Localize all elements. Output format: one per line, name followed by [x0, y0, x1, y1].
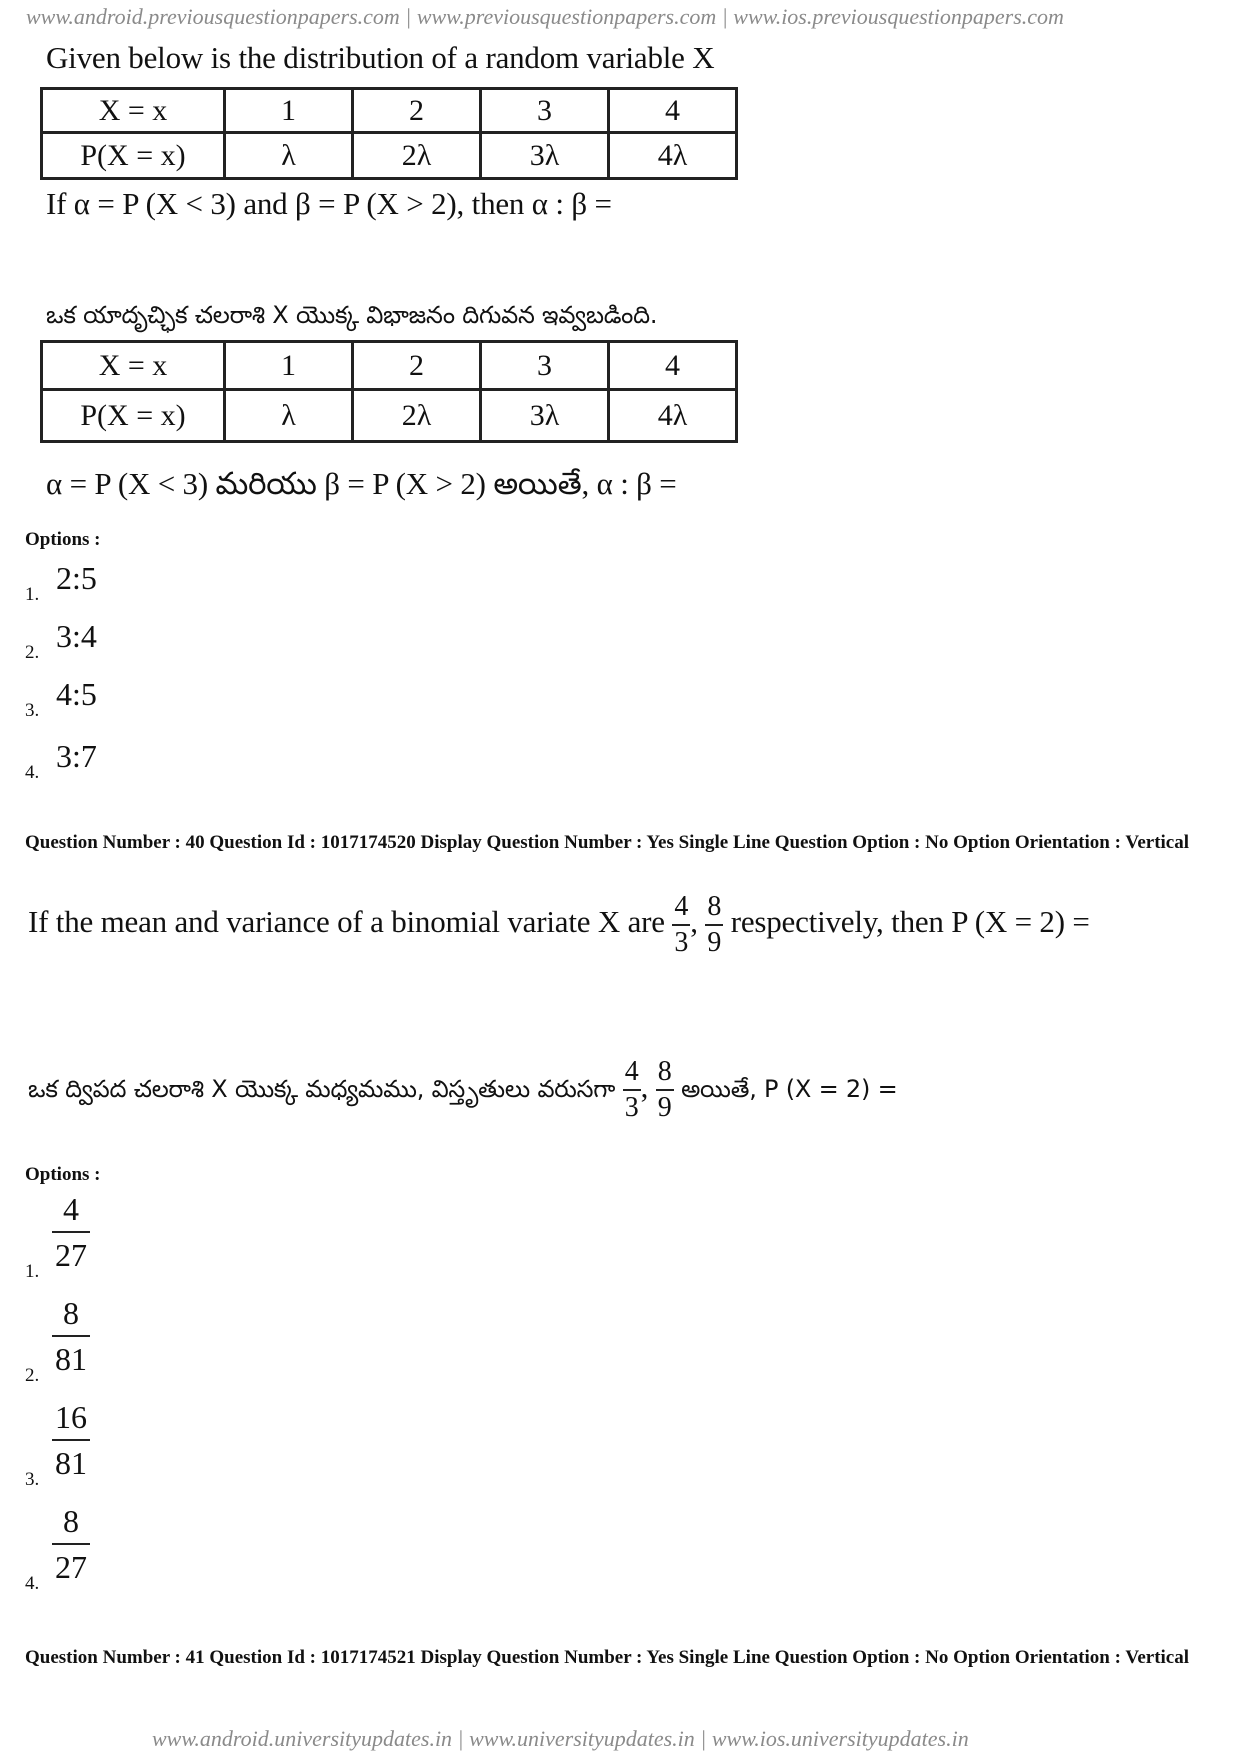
- options-label: Options :: [25, 529, 101, 550]
- header-watermark: www.android.previousquestionpapers.com | www.previousquestionpapers.com | www.ios.previousquestionpapers.com: [26, 4, 1064, 29]
- table-cell: 2λ: [353, 133, 481, 179]
- table-cell: X = x: [42, 342, 225, 390]
- table-cell: 1: [225, 342, 353, 390]
- fraction-mean: [672, 893, 690, 957]
- table-cell: 4λ: [609, 390, 737, 442]
- question-intro-telugu: [46, 295, 657, 335]
- question-text-telugu: ఒక ద్విపద చలరాశి X యొక్క మధ్యమము, విస్తృతులు వరుసగా $\frac{4}{3}$ , $\frac{8}{9}$ అయితే, P (X = 2) =: [28, 1056, 898, 1123]
- fraction-numerator: 8: [63, 1295, 79, 1331]
- question-intro-english: Given below is the distribution of a random variable X: [46, 40, 715, 75]
- fraction-mean: [623, 1058, 641, 1122]
- option-number: 4.: [25, 762, 40, 783]
- option-value: 4:5: [56, 676, 97, 712]
- question-text-english: If the mean and variance of a binomial variate X are $\frac{4}{3}$ , $\frac{8}{9}$ respectively, then P (X = 2) =: [28, 891, 1090, 958]
- table-cell: 4: [609, 89, 737, 133]
- option-fraction: [52, 1193, 90, 1271]
- table-cell: 1: [225, 89, 353, 133]
- distribution-table-english: [40, 87, 738, 180]
- question-text-english: If α = P (X < 3) and β = P (X > 2), then α : β =: [46, 186, 612, 221]
- option-number: 1.: [25, 584, 40, 605]
- option-number: 1.: [25, 1261, 40, 1282]
- table-cell: 4λ: [609, 133, 737, 179]
- footer-watermark: www.android.universityupdates.in | www.universityupdates.in | www.ios.universityupdates.in: [152, 1726, 969, 1751]
- table-cell: P(X = x): [42, 133, 225, 179]
- question-text-telugu: [46, 466, 677, 509]
- fraction-numerator: 16: [55, 1399, 87, 1435]
- option-number: 3.: [25, 1469, 40, 1490]
- table-cell: 3: [481, 89, 609, 133]
- option-fraction: [52, 1297, 90, 1375]
- telugu-question: α = P (X < 3) మరియు β = P (X > 2) అయితే, α : β =: [46, 466, 677, 501]
- fraction-denominator: 81: [52, 1335, 90, 1375]
- table-row-values: [42, 342, 737, 390]
- fraction-denominator: 27: [52, 1543, 90, 1583]
- table-cell: 3: [481, 342, 609, 390]
- table-cell: P(X = x): [42, 390, 225, 442]
- question-text-pre: If the mean and variance of a binomial variate X are: [28, 904, 665, 940]
- fraction-numerator: 8: [657, 1056, 672, 1087]
- fraction-denominator: 27: [52, 1231, 90, 1271]
- fraction-numerator: 4: [63, 1191, 79, 1227]
- fraction-numerator: 8: [707, 891, 722, 922]
- table-cell: 3λ: [481, 390, 609, 442]
- option-number: 3.: [25, 700, 40, 721]
- table-cell: 4: [609, 342, 737, 390]
- option-number: 2.: [25, 1365, 40, 1386]
- table-row-probabilities: [42, 390, 737, 442]
- option-number: 2.: [25, 642, 40, 663]
- telugu-text: అయితే, P (X = 2) =: [681, 1075, 898, 1104]
- table-cell: λ: [225, 390, 353, 442]
- fraction-numerator: 4: [674, 891, 689, 922]
- option-fraction: [52, 1505, 90, 1583]
- table-cell: 2: [353, 342, 481, 390]
- option-fraction: [52, 1401, 90, 1479]
- distribution-table-telugu: [40, 340, 738, 443]
- table-cell: 2: [353, 89, 481, 133]
- table-row-probabilities: [42, 133, 737, 179]
- option-value: 3:4: [56, 618, 97, 654]
- fraction-numerator: 8: [63, 1503, 79, 1539]
- telugu-text: ఒక ద్విపద చలరాశి X యొక్క మధ్యమము, విస్తృతులు వరుసగా: [28, 1075, 616, 1104]
- table-cell: 2λ: [353, 390, 481, 442]
- option-value: 3:7: [56, 738, 97, 774]
- table-cell: 3λ: [481, 133, 609, 179]
- question-meta: Question Number : 41 Question Id : 1017174521 Display Question Number : Yes Single Line Question Option : No Option Orientation : Vertical: [25, 1647, 1190, 1668]
- table-cell: λ: [225, 133, 353, 179]
- question-text-post: respectively, then P (X = 2) =: [730, 904, 1090, 940]
- option-value: 2:5: [56, 560, 97, 596]
- fraction-denominator: 81: [52, 1439, 90, 1479]
- table-cell: X = x: [42, 89, 225, 133]
- option-number: 4.: [25, 1573, 40, 1594]
- fraction-variance: [705, 893, 723, 957]
- question-meta: Question Number : 40 Question Id : 1017174520 Display Question Number : Yes Single Line Question Option : No Option Orientation : Vertical: [25, 832, 1190, 853]
- fraction-denominator: 3: [672, 924, 690, 957]
- table-row-values: [42, 89, 737, 133]
- fraction-denominator: 9: [705, 924, 723, 957]
- fraction-numerator: 4: [624, 1056, 639, 1087]
- fraction-denominator: 9: [656, 1089, 674, 1122]
- fraction-variance: [656, 1058, 674, 1122]
- telugu-text: ఒక యాదృచ్ఛిక చలరాశి X యొక్క విభాజనం దిగువన ఇవ్వబడింది.: [46, 301, 658, 329]
- options-label: Options :: [25, 1164, 101, 1185]
- fraction-denominator: 3: [623, 1089, 641, 1122]
